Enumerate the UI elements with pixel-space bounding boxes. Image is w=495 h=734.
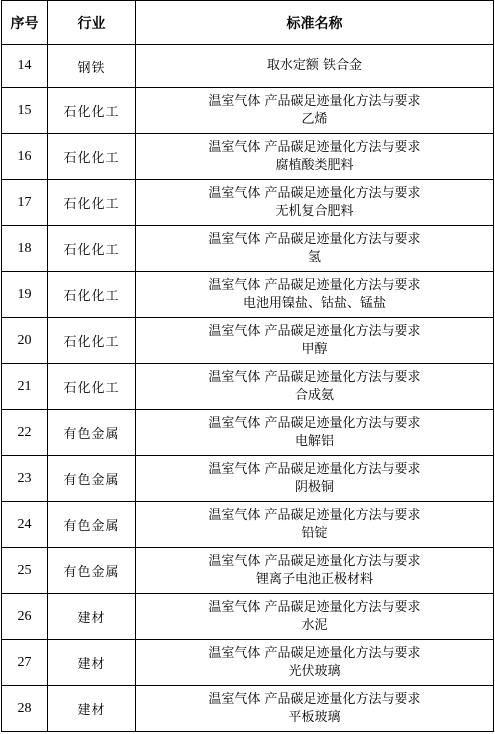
standard-name-line: 温室气体 产品碳足迹量化方法与要求 (208, 369, 421, 385)
row-index-cell: 28 (2, 686, 48, 732)
table-row (2, 272, 494, 318)
row-index-cell: 22 (2, 410, 48, 456)
row-index-cell: 17 (2, 180, 48, 226)
standard-name-line: 温室气体 产品碳足迹量化方法与要求 (208, 323, 421, 339)
row-index-cell: 16 (2, 134, 48, 180)
row-standard-name-cell (136, 134, 494, 180)
row-industry-cell: 有色金属 (48, 410, 136, 456)
row-standard-name-cell (136, 502, 494, 548)
standard-name-line: 温室气体 产品碳足迹量化方法与要求 (208, 231, 421, 247)
row-standard-name-cell (136, 686, 494, 732)
standard-name-line: 温室气体 产品碳足迹量化方法与要求 (208, 599, 421, 615)
table-row (2, 318, 494, 364)
standard-name-product: 平板玻璃 (288, 709, 341, 725)
row-industry-cell: 石化化工 (48, 88, 136, 134)
header-index: 序号 (2, 1, 48, 45)
standard-name-product: 阴极铜 (294, 479, 334, 495)
standard-name-line: 温室气体 产品碳足迹量化方法与要求 (208, 93, 421, 109)
standard-name-product: 乙烯 (301, 111, 328, 127)
row-industry-cell: 有色金属 (48, 456, 136, 502)
row-index-cell: 18 (2, 226, 48, 272)
table-row (2, 456, 494, 502)
table-row (2, 594, 494, 640)
row-index-cell: 15 (2, 88, 48, 134)
row-industry-cell: 有色金属 (48, 548, 136, 594)
row-standard-name-cell (136, 318, 494, 364)
row-industry-cell: 石化化工 (48, 364, 136, 410)
standard-name-product: 电解铝 (294, 433, 334, 449)
table-row (2, 88, 494, 134)
row-index-cell: 23 (2, 456, 48, 502)
standards-table (1, 0, 494, 732)
standard-name-line: 温室气体 产品碳足迹量化方法与要求 (208, 277, 421, 293)
standard-name-product: 合成氨 (294, 387, 334, 403)
row-index-cell: 20 (2, 318, 48, 364)
table-row (2, 364, 494, 410)
header-standard-name: 标准名称 (136, 1, 494, 45)
row-industry-cell: 有色金属 (48, 502, 136, 548)
standard-name-product: 甲醇 (301, 341, 328, 357)
table-row (2, 180, 494, 226)
standard-name-line: 温室气体 产品碳足迹量化方法与要求 (208, 645, 421, 661)
table-row (2, 548, 494, 594)
table-row (2, 45, 494, 88)
row-industry-cell: 石化化工 (48, 134, 136, 180)
standard-name-product: 锂离子电池正极材料 (255, 571, 373, 587)
row-industry-cell: 钢铁 (48, 45, 136, 88)
table-row (2, 502, 494, 548)
row-standard-name-cell (136, 88, 494, 134)
standard-name-line: 温室气体 产品碳足迹量化方法与要求 (208, 185, 421, 201)
standard-name-line: 取水定额 铁合金 (266, 58, 363, 73)
standard-name-product: 无机复合肥料 (275, 203, 354, 219)
row-industry-cell: 石化化工 (48, 180, 136, 226)
standard-name-product: 电池用镍盐、钴盐、锰盐 (242, 295, 386, 311)
standard-name-product: 氢 (307, 249, 321, 265)
table-row (2, 640, 494, 686)
row-industry-cell: 石化化工 (48, 272, 136, 318)
table-row (2, 410, 494, 456)
row-index-cell: 27 (2, 640, 48, 686)
row-industry-cell: 石化化工 (48, 318, 136, 364)
row-industry-cell: 建材 (48, 594, 136, 640)
row-index-cell: 14 (2, 45, 48, 88)
row-industry-cell: 建材 (48, 640, 136, 686)
row-standard-name-cell (136, 226, 494, 272)
row-index-cell: 26 (2, 594, 48, 640)
row-industry-cell: 石化化工 (48, 226, 136, 272)
row-standard-name-cell (136, 456, 494, 502)
standard-name-line: 温室气体 产品碳足迹量化方法与要求 (208, 461, 421, 477)
standard-name-product: 光伏玻璃 (288, 663, 341, 679)
row-standard-name-cell (136, 594, 494, 640)
row-standard-name-cell (136, 272, 494, 318)
table-row (2, 134, 494, 180)
table-row (2, 226, 494, 272)
header-row (2, 1, 494, 45)
row-index-cell: 19 (2, 272, 48, 318)
row-standard-name-cell (136, 180, 494, 226)
table-body (2, 45, 494, 732)
row-industry-cell: 建材 (48, 686, 136, 732)
row-standard-name-cell (136, 364, 494, 410)
table-row (2, 686, 494, 732)
standards-document (1, 0, 493, 732)
standard-name-line: 温室气体 产品碳足迹量化方法与要求 (208, 139, 421, 155)
row-standard-name-cell (136, 45, 494, 88)
standard-name-line: 温室气体 产品碳足迹量化方法与要求 (208, 691, 421, 707)
row-standard-name-cell (136, 640, 494, 686)
row-standard-name-cell (136, 410, 494, 456)
standard-name-product: 腐植酸类肥料 (275, 157, 354, 173)
table-header (2, 1, 494, 45)
row-index-cell: 21 (2, 364, 48, 410)
standard-name-product: 铅锭 (301, 525, 328, 541)
standard-name-line: 温室气体 产品碳足迹量化方法与要求 (208, 507, 421, 523)
standard-name-product: 水泥 (301, 617, 328, 633)
standard-name-line: 温室气体 产品碳足迹量化方法与要求 (208, 553, 421, 569)
standard-name-line: 温室气体 产品碳足迹量化方法与要求 (208, 415, 421, 431)
row-index-cell: 25 (2, 548, 48, 594)
row-index-cell: 24 (2, 502, 48, 548)
row-standard-name-cell (136, 548, 494, 594)
header-industry: 行业 (48, 1, 136, 45)
